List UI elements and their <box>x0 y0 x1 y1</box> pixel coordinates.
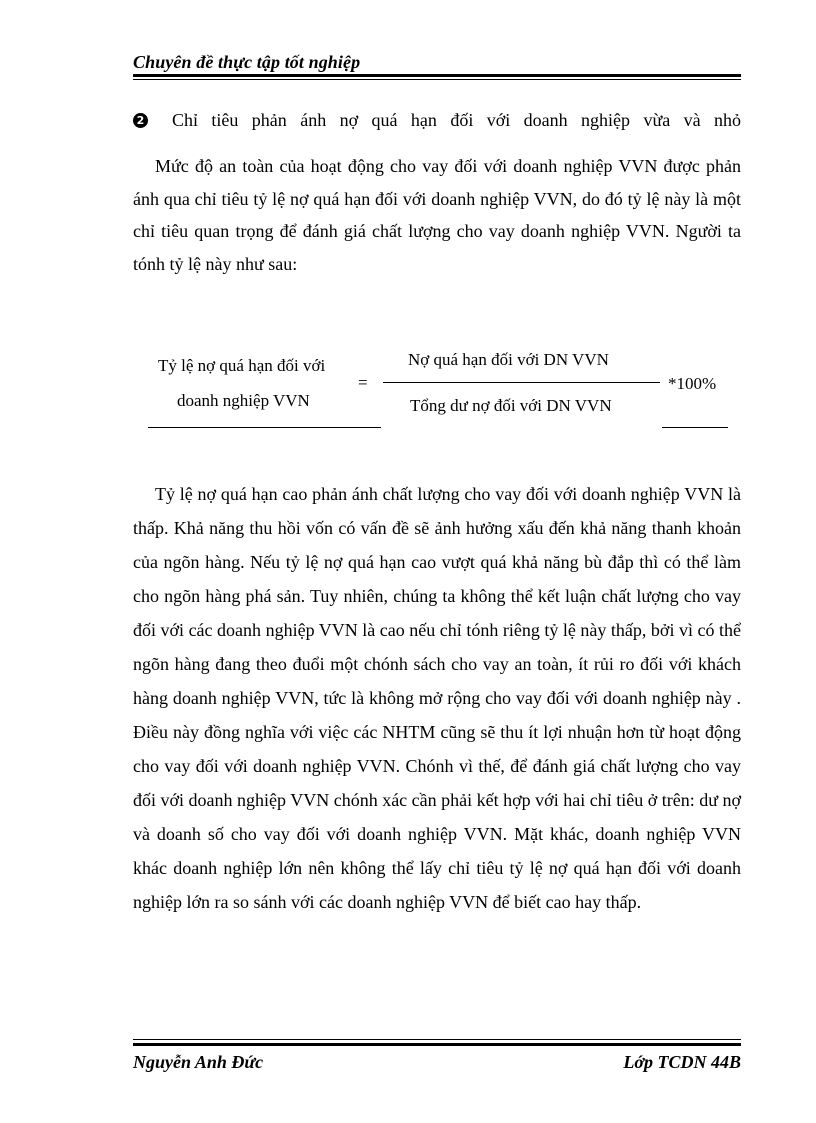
formula-denominator: Tổng dư nợ đối với DN VVN <box>410 396 612 415</box>
formula-lhs-underline <box>148 427 381 428</box>
formula-right-underline <box>662 427 728 428</box>
formula-lhs-line2: doanh nghiệp VVN <box>177 391 310 410</box>
formula-lhs-line1: Tỷ lệ nợ quá hạn đối với <box>158 356 326 375</box>
footer-rule-thick <box>133 1043 741 1046</box>
formula-multiplier: *100% <box>668 374 717 393</box>
section-heading-text: Chỉ tiêu phản ánh nợ quá hạn đối với doanh nghiệp vừa và nhỏ <box>172 110 741 130</box>
footer-author: Nguyễn Anh Đức <box>133 1052 264 1072</box>
header-rule-thick <box>133 74 741 77</box>
section-heading <box>133 110 741 131</box>
page-header-title: Chuyên đề thực tập tốt nghiệp <box>133 52 361 72</box>
paragraph-intro: Mức độ an toàn của hoạt động cho vay đối với doanh nghiệp VVN được phản ánh qua chỉ tiêu tỷ lệ nợ quá hạn đối với doanh nghiệp VVN, do đó tỷ lệ này là một chỉ tiêu quan trọng để đánh giá chất lượng cho vay doanh nghiệp VVN. Người ta tónh tỷ lệ này như sau: <box>133 156 741 274</box>
formula-equals-sign: = <box>358 373 368 392</box>
formula-fraction-bar <box>383 382 660 383</box>
footer-rule-thin <box>133 1039 741 1040</box>
footer-class-label: Lớp TCDN 44B <box>623 1052 741 1072</box>
formula-numerator: Nợ quá hạn đối với DN VVN <box>408 350 609 369</box>
header-rule-thin <box>133 79 741 80</box>
paragraph-analysis: Tỷ lệ nợ quá hạn cao phản ánh chất lượng cho vay đối với doanh nghiệp VVN là thấp. Khả năng thu hồi vốn có vấn đề sẽ ảnh hưởng xấu đến khả năng thanh khoản của ngõn hàng. Nếu tỷ lệ nợ quá hạn cao vượt quá khả năng bù đắp thì có thể làm cho ngõn hàng phá sản. Tuy nhiên, chúng ta không thể kết luận chất lượng cho vay đối với các doanh nghiệp VVN là cao nếu chỉ tónh riêng tỷ lệ này thấp, bởi vì có thể ngõn hàng đang theo đuổi một chónh sách cho vay an toàn, ít rủi ro đối với khách hàng doanh nghiệp VVN, tức là không mở rộng cho vay đối với doanh nghiệp này . Điều này đồng nghĩa với việc các NHTM cũng sẽ thu ít lợi nhuận hơn từ hoạt động cho vay đối với doanh nghiệp VVN. Chónh vì thế, để đánh giá chất lượng cho vay đối với doanh nghiệp VVN chónh xác cần phải kết hợp với hai chỉ tiêu ở trên: dư nợ và doanh số cho vay đối với doanh nghiệp VVN. Mặt khác, doanh nghiệp VVN khác doanh nghiệp lớn nên không thể lấy chỉ tiêu tỷ lệ nợ quá hạn đối với doanh nghiệp lớn ra so sánh với các doanh nghiệp VVN để biết cao hay thấp. <box>133 484 741 912</box>
numbered-bullet-icon: 2 <box>133 113 148 128</box>
